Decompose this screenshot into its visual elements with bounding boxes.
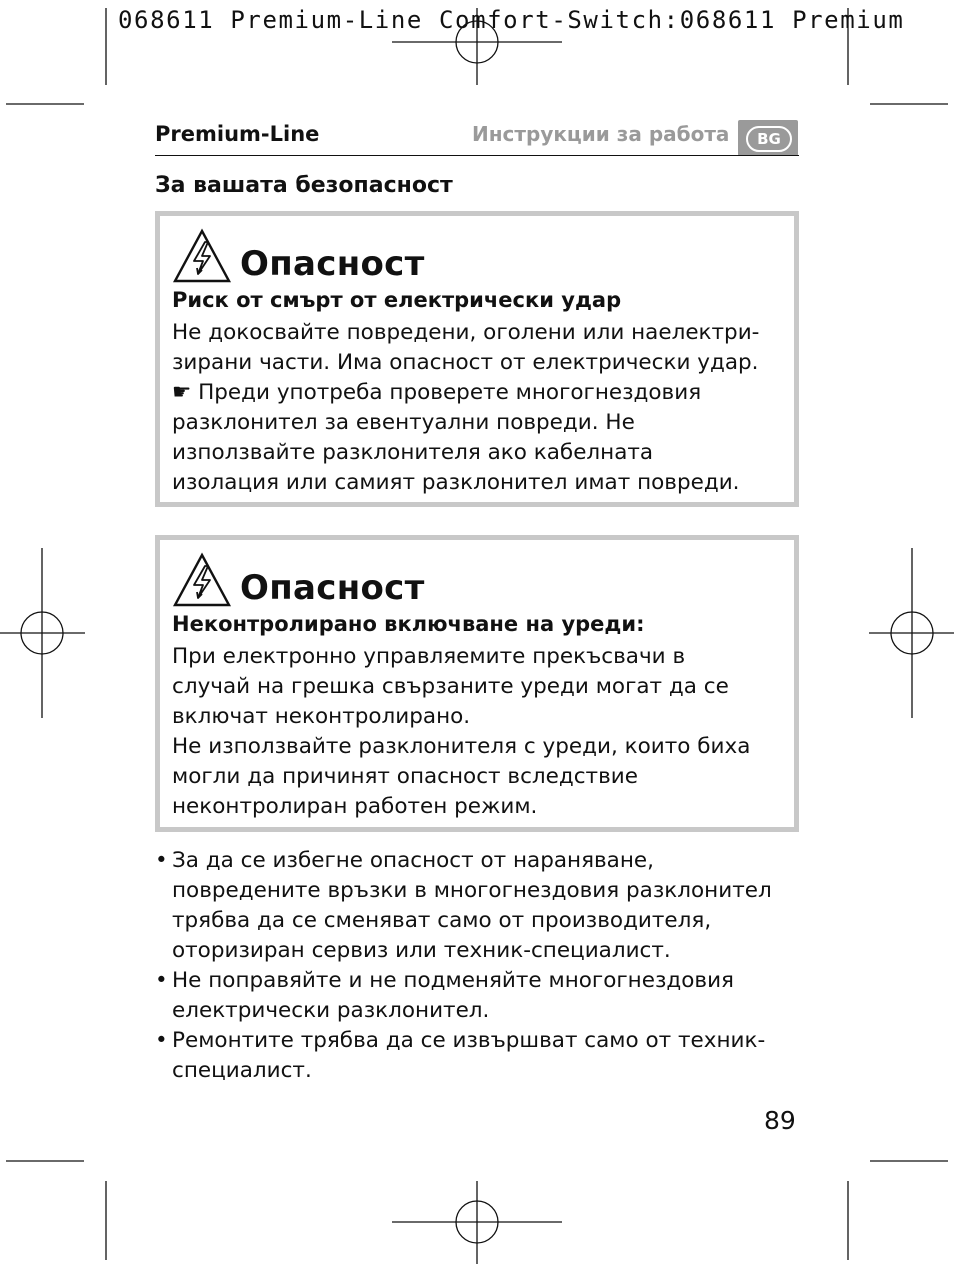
high-voltage-warning-icon <box>172 552 232 608</box>
warning-heading: Опасност <box>240 244 425 284</box>
bullet-marker: • <box>155 968 168 993</box>
bullet-marker: • <box>155 1028 168 1053</box>
warning-line: случай на грешка свързаните уреди могат да се <box>172 674 729 699</box>
list-item <box>155 846 772 966</box>
registration-mark-icon <box>869 548 954 718</box>
warning-body <box>172 318 759 498</box>
bullet-line: Ремонтите трябва да се извършват само от техник- <box>172 1028 766 1053</box>
warning-line: ☛ Преди употреба проверете многогнездовия <box>172 380 702 405</box>
registration-mark-icon <box>392 1181 562 1264</box>
bullet-line: повредените връзки в многогнездовия разклонител <box>172 878 772 903</box>
warning-line: изолация или самият разклонител имат повреди. <box>172 470 740 495</box>
warning-heading: Опасност <box>240 568 425 608</box>
warning-box <box>155 535 799 832</box>
warning-line: включат неконтролирано. <box>172 704 471 729</box>
warning-body <box>172 642 750 822</box>
bullet-marker: • <box>155 848 168 873</box>
list-item <box>155 1026 772 1086</box>
bullet-line: За да се избегне опасност от нараняване, <box>172 848 654 873</box>
language-badge-label: BG <box>746 126 792 152</box>
warning-line: Не използвайте разклонителя с уреди, които биха <box>172 734 751 759</box>
warning-line: неконтролиран работен режим. <box>172 794 538 819</box>
warning-line: При електронно управляемите прекъсвачи в <box>172 644 686 669</box>
section-title: За вашата безопасност <box>155 173 453 198</box>
warning-subheading: Неконтролирано включване на уреди: <box>172 612 645 636</box>
header-rule <box>155 155 799 156</box>
bullet-line: специалист. <box>172 1058 312 1083</box>
language-badge <box>738 120 798 156</box>
safety-bullet-list <box>155 846 772 1086</box>
warning-line: използвайте разклонителя ако кабелната <box>172 440 654 465</box>
warning-box <box>155 211 799 507</box>
header-brand: Premium-Line <box>155 122 320 146</box>
bullet-line: Не поправяйте и не подменяйте многогнездовия <box>172 968 734 993</box>
slug-line: 068611 Premium-Line Comfort-Switch:068611 Premium <box>118 6 905 34</box>
list-item <box>155 966 772 1026</box>
header-doc-title: Инструкции за работа <box>472 122 730 146</box>
page-number: 89 <box>764 1106 796 1135</box>
high-voltage-warning-icon <box>172 228 232 284</box>
warning-line: зирани части. Има опасност от електрически удар. <box>172 350 759 375</box>
warning-subheading: Риск от смърт от електрически удар <box>172 288 622 312</box>
bullet-line: електрически разклонител. <box>172 998 490 1023</box>
warning-line: Не докосвайте повредени, оголени или наелектри- <box>172 320 760 345</box>
warning-line: разклонител за евентуални повреди. Не <box>172 410 635 435</box>
registration-mark-icon <box>0 548 85 718</box>
bullet-line: оторизиран сервиз или техник-специалист. <box>172 938 671 963</box>
bullet-line: трябва да се сменяват само от производителя, <box>172 908 712 933</box>
warning-line: могли да причинят опасност вследствие <box>172 764 638 789</box>
